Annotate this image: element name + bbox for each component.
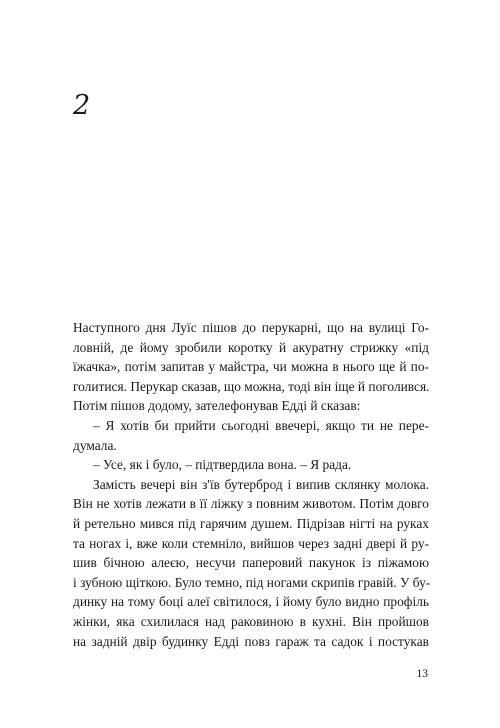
body-text [73, 318, 429, 651]
text-line: Він не хотів лежати в її ліжку з повним животом. Потім довго [73, 496, 429, 512]
page-number: 13 [416, 668, 428, 680]
text-line: й ретельно мився під гарячим душем. Підрізав нігті на руках [73, 515, 429, 531]
text-line: шив бічною алеєю, несучи паперовий пакунок із піжамою [73, 555, 429, 571]
text-line: їжачка», потім запитав у майстра, чи можна в нього ще й по- [73, 359, 429, 375]
text-line: динку на тому боці алеї світилося, і йому було видно профіль [73, 594, 429, 610]
text-line: голитися. Перукар сказав, що можна, тоді він іще й поголився. [73, 378, 430, 394]
text-line: на задній двір будинку Едді повз гараж та садок і постукав [73, 633, 429, 649]
text-line: і зубною щіткою. Було темно, під ногами скрипів гравій. У бу- [73, 574, 431, 590]
chapter-number: 2 [73, 90, 91, 121]
text-line: Потім пішов додому, зателефонував Едді й сказав: [73, 398, 361, 414]
text-line: Наступного дня Луїс пішов до перукарні, що на вулиці Го- [73, 320, 429, 335]
text-line: та ногах і, вже коли стемніло, вийшов через задні двері й ру- [73, 535, 429, 551]
dialogue-line: – Усе, як і було, – підтвердила вона. – Я рада. [93, 457, 352, 473]
dialogue-line: – Я хотів би прийти сьогодні ввечері, якщо ти не пере- [93, 417, 429, 433]
paragraph-first-line: Замість вечері він з'їв бутерброд і випив склянку молока. [93, 476, 429, 492]
text-line: жінки, яка схилилася над раковиною в кухні. Він пройшов [73, 613, 429, 629]
text-line: думала. [73, 437, 117, 453]
text-line: ловній, де йому зробили коротку й акуратну стрижку «під [73, 339, 429, 355]
